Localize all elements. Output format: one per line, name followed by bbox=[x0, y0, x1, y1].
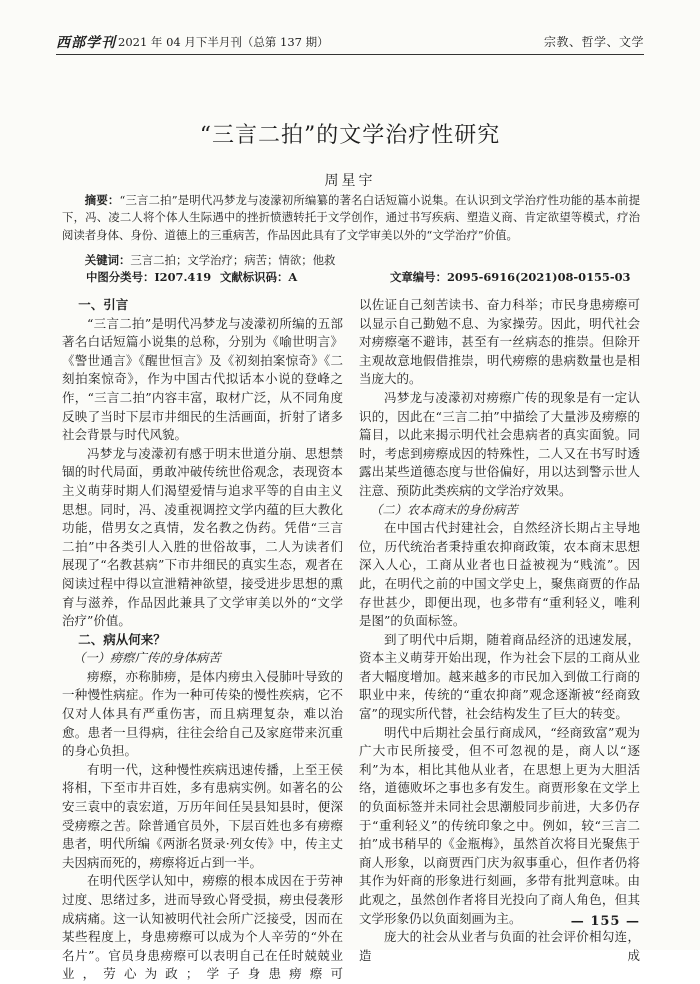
paragraph-continued: 以佐证自己刻苦读书、奋力科举；市民身患痨瘵可以显示自己勤勉不息、为家操劳。因此，明代社会对痨瘵毫不避讳，甚至有一丝病态的推崇。但除开主观故意地假借推崇，明代痨瘵的患病数量也是相当庞大的。 bbox=[359, 297, 640, 387]
section-label: 宗教、哲学、文学 bbox=[543, 35, 644, 49]
article-title: “三言二拍”的文学治疗性研究 bbox=[199, 123, 501, 148]
clc-number: 中图分类号：I207.419 bbox=[86, 270, 212, 284]
author-name: 周星宇 bbox=[324, 173, 376, 189]
section-heading-cause: 二、病从何来？ bbox=[78, 631, 166, 647]
paragraph: 到了明代中后期，随着商品经济的迅速发展，资本主义萌芽开始出现，作为社会下层的工商从业者大幅度增加。越来越多的市民加入到做工行商的职业中来，传统的“重农抑商”观念逐渐被“经商致富”的现实所代替，社会结构发生了巨大的转变。 bbox=[359, 631, 640, 722]
abstract bbox=[62, 192, 640, 244]
journal-logo: 西部学刊 bbox=[56, 35, 116, 51]
subsection-heading-identity: （二）农本商末的身份病苦 bbox=[370, 502, 518, 517]
left-column bbox=[62, 296, 343, 984]
paragraph: 痨瘵，亦称肺痨，是体内痨虫入侵肺叶导致的一种慢性病症。作为一种可传染的慢性疾病，它不仅对人体具有严重伤害，而且病理复杂，难以治愈。患者一旦得病，往往会给自己及家庭带来沉重的身心负担。 bbox=[62, 668, 343, 759]
paragraph: 明代中后期社会虽行商成风，“经商致富”观为广大市民所接受，但不可忽视的是，商人以“逐利”为本，相比其他从业者，在思想上更为大胆活络，道德败坏之事也多有发生。商贾形象在文学上的负面标签并未同社会思潮般同步前进，大多仍存于“重利轻义”的传统印象之中。例如，较“三言二拍”成书稍早的《金瓶梅》，虽然首次将目光聚焦于商人形象，以商贾西门庆为叙事重心，但作者仍将其作为奸商的形象进行刻画，多带有批判意味。由此观之，虽然创作者将目光投向了商人角色，但其文学形象仍以负面刻画为主。 bbox=[359, 724, 640, 926]
issue-info: 2021 年 04 月下半月刊（总第 137 期） bbox=[118, 35, 329, 49]
paragraph: 庞大的社会从业者与负面的社会评价相勾连，造成 bbox=[359, 929, 640, 963]
paragraph: “三言二拍”是明代冯梦龙与凌濛初所编的五部著名白话短篇小说集的总称，分别为《喻世明言》《警世通言》《醒世恒言》及《初刻拍案惊奇》《二刻拍案惊奇》，作为中国古代拟话本小说的登峰之作，“三言二拍”内容丰富，取材广泛，从不同角度反映了当时下层市井细民的生活画面，折射了诸多社会背景与时代风貌。 bbox=[62, 315, 343, 443]
page-number: — 155 — bbox=[570, 914, 640, 929]
right-column bbox=[359, 296, 640, 965]
paragraph: 冯梦龙与凌濛初有感于明末世道分崩、思想禁锢的时代局面，勇敢冲破传统世俗观念，表现资本主义萌芽时期人们渴望爱情与追求平等的自由主义思想。同时，冯、凌重视调控文学内蕴的巨大教化功能，借男女之真情，发名教之伪药。凭借“三言二拍”中各类引人入胜的世俗故事，二人为读者们展现了“名教甚病”下市井细民的真实生态，观者在阅读过程中得以宣泄精神欲望，接受进步思想的熏育与滋养，作品因此兼具了文学审美以外的“文学治疗”价值。 bbox=[62, 445, 343, 629]
paragraph: 在明代医学认知中，痨瘵的根本成因在于劳神过度、思绪过多，进而导致心肾受损，痨虫侵袭形成病痛。这一认知被明代社会所广泛接受，因而在某些程度上，身患痨瘵可以成为个人辛劳的“外在名片”。官员身患痨瘵可以表明自己在任时兢兢业业，劳心为政；学子身患痨瘵可 bbox=[62, 873, 343, 982]
abstract-label: 摘要： bbox=[84, 193, 120, 207]
keywords bbox=[62, 252, 640, 269]
running-header bbox=[56, 28, 644, 55]
keywords-text: 三言二拍；文学治疗；病苦；情欲；他救 bbox=[130, 253, 336, 267]
paragraph: 冯梦龙与凌濛初对痨瘵广传的现象是有一定认识的，因此在“三言二拍”中描绘了大量涉及痨瘵的篇目，以此来揭示明代社会患病者的真实面貌。同时，考虑到痨瘵成因的特殊性，二人又在书写时透露出某些道德态度与世俗偏好，用以达到警示世人注意、预防此类疾病的文学治疗效果。 bbox=[359, 389, 640, 498]
paragraph: 在中国古代封建社会，自然经济长期占主导地位，历代统治者秉持重农抑商政策，农本商末思想深入人心，工商从业者也日益被视为“贱流”。因此，在明代之前的中国文学史上，聚焦商贾的作品存世甚少，即便出现，也多带有“重利轻义，唯利是图”的负面标签。 bbox=[359, 520, 640, 629]
section-heading-intro: 一、引言 bbox=[78, 297, 129, 312]
classification-line bbox=[62, 269, 640, 287]
document-code: 文献标识码：A bbox=[220, 270, 298, 284]
subsection-heading-body: （一）痨瘵广传的身体病苦 bbox=[73, 651, 221, 666]
keywords-label: 关键词： bbox=[84, 253, 131, 267]
abstract-text: “三言二拍”是明代冯梦龙与凌濛初所编纂的著名白话短篇小说集。在认识到文学治疗性功能的基本前提下，冯、凌二人将个体人生际遇中的挫折愤懑转托于文学创作，通过书写疾病、塑造义商、肯定欲望等模式，疗治阅读者身体、身份、道德上的三重病苦，作品因此具有了文学审美以外的“文学治疗”价值。 bbox=[62, 193, 640, 242]
article-number: 文章编号：2095-6916(2021)08-0155-03 bbox=[390, 270, 631, 284]
paragraph: 有明一代，这种慢性疾病迅速传播，上至王侯将相，下至市井百姓，多有患病实例。如著名的公安三袁中的袁宏道，万历年间任吴县知县时，便深受痨瘵之苦。除普通官员外，下层百姓也多有痨瘵患者，明代所编《两浙名贤录·列女传》中，传主丈夫因病而死的，痨瘵将近占到一半。 bbox=[62, 761, 343, 870]
